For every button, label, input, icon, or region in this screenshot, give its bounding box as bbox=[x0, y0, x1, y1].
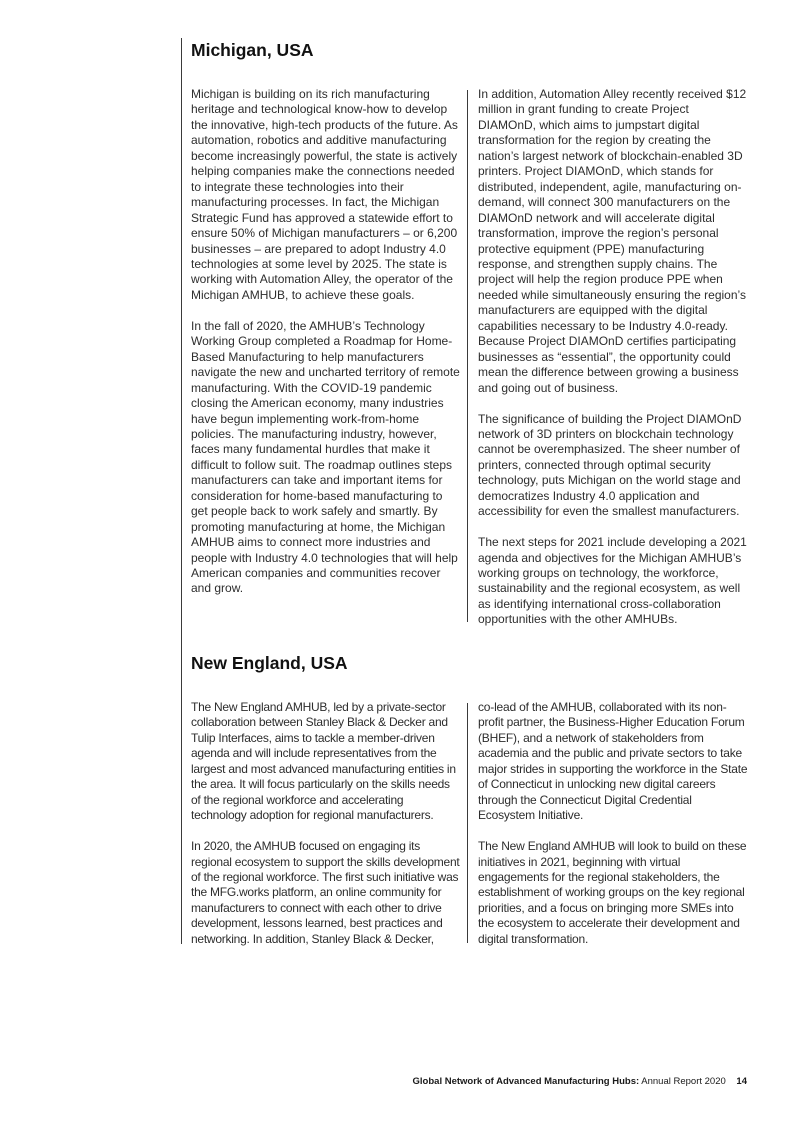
footer-report-name: Global Network of Advanced Manufacturing Hubs: bbox=[412, 1076, 640, 1087]
new-england-column-rule bbox=[467, 703, 468, 943]
michigan-right-paragraph-3: The next steps for 2021 include developing a 2021 agenda and objectives for the Michigan AMHUB’s working groups on technology, the workforce, sustainability and the regional ecosystem, as well as identifying international cross-collaboration opportunities with the other AMHUBs. bbox=[478, 535, 747, 627]
michigan-right-paragraph-1: In addition, Automation Alley recently received $12 million in grant funding to create Project DIAMOnD, which aims to jumpstart digital transformation for the region by creating the nation’s largest network of blockchain-enabled 3D printers. Project DIAMOnD, which stands for distributed, independent, agile, manufacturing on-demand, will connect 300 manufacturers on the DIAMOnD network and will accelerate digital transformation, improve the region’s personal protective equipment (PPE) manufacturing response, and strengthen supply chains. The project will help the region produce PPE when needed while simultaneously ensuring the region’s manufacturers are equipped with the digital capabilities necessary to be Industry 4.0-ready. Because Project DIAMOnD certifies participating businesses as “essential”, the opportunity could mean the difference between growing a business and going out of business. bbox=[478, 87, 747, 395]
page-footer bbox=[413, 1076, 747, 1087]
michigan-right-paragraph-2: The significance of building the Project DIAMOnD network of 3D printers on blockchain technology cannot be overemphasized. The sheer number of printers, connected through optimal security technology, puts Michigan on the world stage and democratizes Industry 4.0 application and accessibility for even the smallest manufacturers. bbox=[478, 411, 742, 519]
new-england-left-paragraph-1: The New England AMHUB, led by a private-sector collaboration between Stanley Black & Decker and Tulip Interfaces, aims to tackle a member-driven agenda and will include representatives from the largest and most advanced manufacturing entities in the area. It will focus particularly on the skills needs of the regional workforce and accelerating technology adoption for regional manufacturers. bbox=[191, 700, 456, 823]
michigan-heading: Michigan, USA bbox=[191, 40, 314, 60]
page-number: 14 bbox=[736, 1076, 747, 1087]
footer-report-subtitle: Annual Report 2020 bbox=[641, 1076, 726, 1087]
new-england-right-paragraph-1: co-lead of the AMHUB, collaborated with its non-profit partner, the Business-Higher Education Forum (BHEF), and a network of stakeholders from academia and the public and private sectors to take major strides in supporting the workforce in the State of Connecticut in unlocking new digital careers through the Connecticut Digital Credential Ecosystem Initiative. bbox=[478, 700, 748, 823]
new-england-heading: New England, USA bbox=[191, 653, 348, 673]
michigan-left-column bbox=[191, 87, 461, 597]
new-england-left-column bbox=[191, 700, 461, 947]
page-vertical-rule bbox=[181, 38, 182, 944]
michigan-left-paragraph-1: Michigan is building on its rich manufacturing heritage and technological know-how to develop the innovative, high-tech products of the future. As automation, robotics and additive manufacturing become increasingly powerful, the state is actively helping companies make the connections needed to integrate these technologies into their manufacturing processes. In fact, the Michigan Strategic Fund has approved a statewide effort to ensure 50% of Michigan manufacturers – or 6,200 businesses – are prepared to adopt Industry 4.0 technologies at some level by 2025. The state is working with Automation Alley, the operator of the Michigan AMHUB, to achieve these goals. bbox=[191, 87, 458, 302]
michigan-column-rule bbox=[467, 90, 468, 622]
new-england-left-paragraph-2: In 2020, the AMHUB focused on engaging its regional ecosystem to support the skills development of the regional workforce. The first such initiative was the MFG.works platform, an online community for manufacturers to connect with each other to drive development, lessons learned, best practices and networking. In addition, Stanley Black & Decker, bbox=[191, 839, 460, 946]
michigan-left-paragraph-2: In the fall of 2020, the AMHUB’s Technology Working Group completed a Roadmap for Home-Based Manufacturing to help manufacturers navigate the new and uncharted territory of remote manufacturing. With the COVID-19 pandemic closing the American economy, many industries have begun implementing work-from-home policies. The manufacturing industry, however, faces many fundamental hurdles that make it difficult to follow suit. The roadmap outlines steps manufacturers can take and important items for consideration for home-based manufacturing to get people back to work safely and smartly. By promoting manufacturing at home, the Michigan AMHUB aims to connect more industries and people with Industry 4.0 technologies that will help American companies and communities recover and grow. bbox=[191, 318, 460, 596]
michigan-right-column bbox=[478, 87, 750, 628]
new-england-right-column bbox=[478, 700, 750, 947]
new-england-right-paragraph-2: The New England AMHUB will look to build on these initiatives in 2021, beginning with virtual engagements for the regional stakeholders, the establishment of working groups on the key regional priorities, and a focus on bringing more SMEs into the ecosystem to accelerate their development and digital transformation. bbox=[478, 839, 747, 946]
